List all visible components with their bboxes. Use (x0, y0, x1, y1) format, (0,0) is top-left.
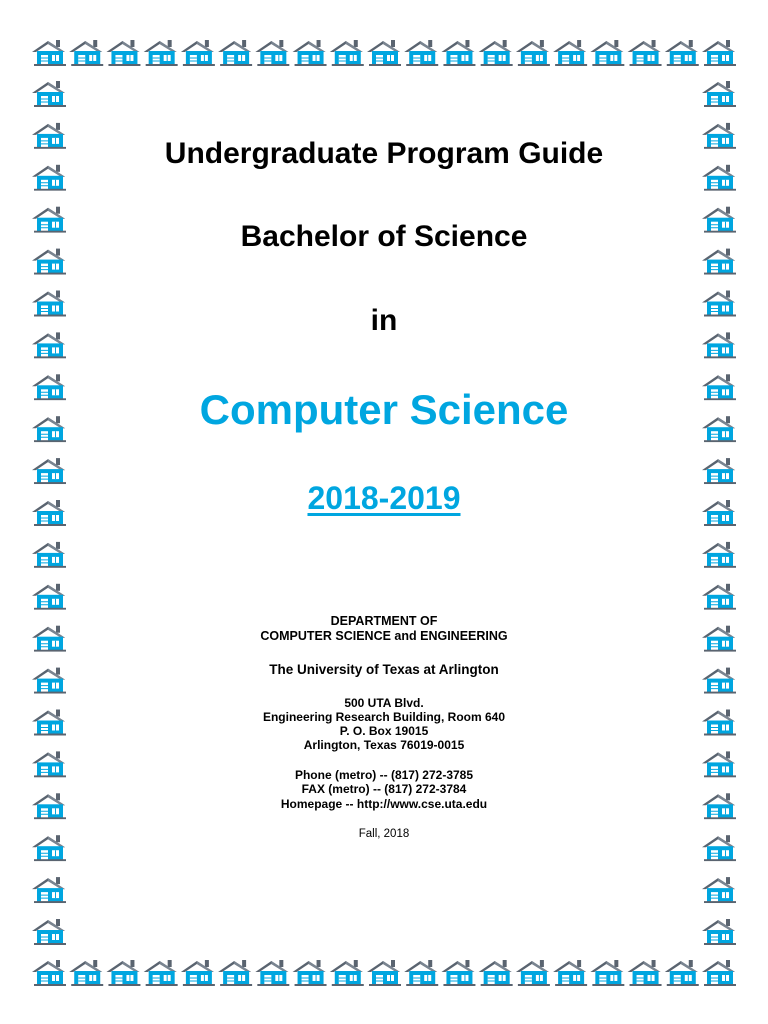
house-icon (32, 40, 66, 66)
house-icon (479, 40, 513, 66)
house-icon (32, 542, 66, 568)
house-icon (32, 81, 66, 107)
house-icon (255, 40, 289, 66)
house-icon (144, 40, 178, 66)
house-icon (590, 40, 624, 66)
guide-title: Undergraduate Program Guide (164, 137, 604, 170)
house-icon (69, 960, 103, 986)
address-po-box: P. O. Box 19015 (339, 724, 429, 738)
house-icon (702, 919, 736, 945)
house-icon (367, 40, 401, 66)
house-icon (218, 40, 252, 66)
house-icon (702, 960, 736, 986)
house-icon (32, 877, 66, 903)
degree-connector: in (370, 304, 398, 337)
house-icon (628, 960, 662, 986)
house-icon (702, 584, 736, 610)
house-icon (144, 960, 178, 986)
house-icon (293, 40, 327, 66)
house-icon (441, 40, 475, 66)
house-icon (404, 960, 438, 986)
contact-fax: FAX (metro) -- (817) 272-3784 (301, 782, 467, 796)
house-icon (516, 960, 550, 986)
house-icon (181, 40, 215, 66)
house-icon (553, 960, 587, 986)
house-icon (293, 960, 327, 986)
house-icon (702, 877, 736, 903)
academic-year: 2018-2019 (307, 480, 461, 516)
house-icon (367, 960, 401, 986)
house-icon (106, 960, 140, 986)
publication-date: Fall, 2018 (358, 828, 410, 840)
house-icon (181, 960, 215, 986)
degree-title: Bachelor of Science (240, 220, 528, 253)
program-name: Computer Science (199, 386, 569, 433)
house-icon (69, 40, 103, 66)
house-icon (590, 960, 624, 986)
house-icon (32, 919, 66, 945)
department-line-2: COMPUTER SCIENCE and ENGINEERING (260, 629, 508, 643)
house-icon (665, 40, 699, 66)
contact-homepage[interactable]: Homepage -- http://www.cse.uta.edu (280, 797, 488, 811)
house-icon (218, 960, 252, 986)
house-icon (702, 40, 736, 66)
house-icon (479, 960, 513, 986)
address-city: Arlington, Texas 76019-0015 (303, 738, 465, 752)
house-icon (404, 40, 438, 66)
house-icon (628, 40, 662, 66)
house-icon (330, 960, 364, 986)
house-icon (330, 40, 364, 66)
house-icon (553, 40, 587, 66)
university-name: The University of Texas at Arlington (269, 662, 499, 677)
house-icon (702, 81, 736, 107)
contact-phone: Phone (metro) -- (817) 272-3785 (294, 768, 474, 782)
house-icon (516, 40, 550, 66)
house-icon (32, 584, 66, 610)
house-icon (665, 960, 699, 986)
house-icon (255, 960, 289, 986)
house-icon (441, 960, 475, 986)
department-line-1: DEPARTMENT OF (330, 614, 438, 628)
house-icon (106, 40, 140, 66)
house-icon (32, 960, 66, 986)
address-street: 500 UTA Blvd. (344, 696, 424, 710)
address-building: Engineering Research Building, Room 640 (262, 710, 506, 724)
house-icon (702, 542, 736, 568)
